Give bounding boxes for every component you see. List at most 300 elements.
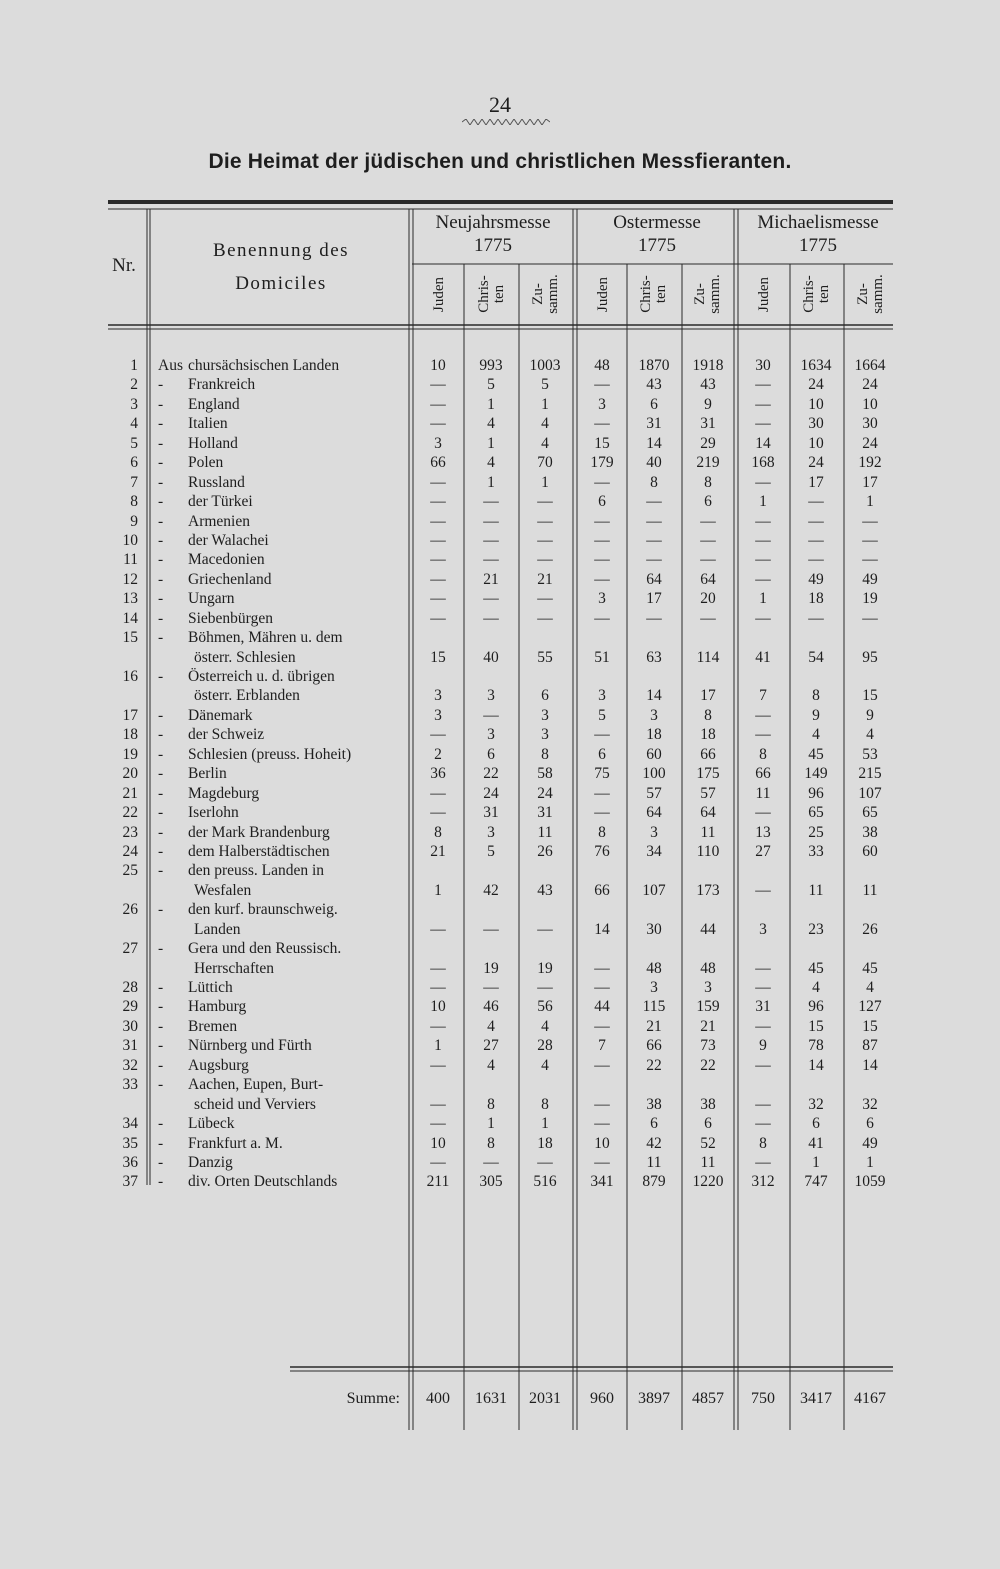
domicile-name <box>158 978 410 997</box>
table-cell: — <box>862 551 878 569</box>
table-cell: — <box>700 531 716 549</box>
domicile-text: scheid und Verviers <box>194 1095 316 1113</box>
table-cell: 31 <box>483 804 499 822</box>
table-cell: 14 <box>808 1056 824 1074</box>
table-cell: 18 <box>808 590 824 608</box>
row-number: 9 <box>130 512 138 530</box>
table-cell: — <box>483 551 499 569</box>
table-cell: 2 <box>434 745 442 763</box>
row-number: 7 <box>130 473 138 491</box>
table-cell: 26 <box>537 842 553 860</box>
summe-value: 1631 <box>475 1390 507 1407</box>
table-cell: 3 <box>759 920 767 938</box>
domicile-prefix: - <box>158 901 164 919</box>
table-cell: 34 <box>646 842 662 860</box>
domicile-name-line <box>158 745 410 764</box>
table-row <box>0 725 1000 744</box>
fair-year: 1775 <box>638 235 676 256</box>
table-cell: 17 <box>646 590 662 608</box>
table-cell: 45 <box>808 745 824 763</box>
domicile-name <box>158 803 410 822</box>
row-number: 29 <box>122 998 138 1016</box>
table-cell: 51 <box>594 648 610 666</box>
row-number: 23 <box>122 823 138 841</box>
domicile-name-line <box>158 725 410 744</box>
table-cell: — <box>755 531 771 549</box>
domicile-prefix: - <box>158 745 164 763</box>
table-cell: 11 <box>755 784 771 802</box>
domicile-name <box>158 531 410 550</box>
table-cell: 26 <box>862 920 878 938</box>
table-cell: — <box>430 415 446 433</box>
domicile-name-line <box>158 920 410 939</box>
table-cell: 21 <box>483 570 499 588</box>
table-cell: — <box>430 551 446 569</box>
domicile-text: Siebenbürgen <box>188 609 273 627</box>
domicile-prefix: - <box>158 415 164 433</box>
table-cell: 1870 <box>638 357 670 374</box>
domicile-name <box>158 512 410 531</box>
table-cell: — <box>430 512 446 530</box>
table-cell: — <box>430 1056 446 1074</box>
domicile-name <box>158 842 410 861</box>
domicile-text: Landen <box>194 920 241 938</box>
domicile-text: Schlesien (preuss. Hoheit) <box>188 745 352 763</box>
table-cell: — <box>430 1153 446 1171</box>
table-cell: — <box>430 1115 446 1133</box>
table-cell: 48 <box>700 959 716 977</box>
table-cell: 9 <box>704 395 712 413</box>
table-cell: 747 <box>804 1173 828 1191</box>
table-cell: 19 <box>537 959 553 977</box>
table-cell: — <box>755 979 771 996</box>
table-cell: — <box>483 979 499 996</box>
domicile-name <box>158 764 410 783</box>
row-number: 4 <box>130 415 138 433</box>
table-cell: 4 <box>812 726 820 744</box>
table-cell: 9 <box>866 706 874 724</box>
table-cell: 64 <box>700 804 716 822</box>
table-cell: 127 <box>858 998 882 1016</box>
domicile-prefix: - <box>158 512 164 530</box>
domicile-text: Berlin <box>188 765 227 783</box>
domicile-name <box>158 1114 410 1133</box>
table-cell: 3 <box>541 706 549 724</box>
table-cell: 64 <box>646 570 662 588</box>
domicile-text: Lübeck <box>188 1115 235 1133</box>
row-number: 35 <box>122 1134 138 1152</box>
domicile-name <box>158 589 410 608</box>
domicile-name-line <box>158 570 410 589</box>
table-cell: 46 <box>483 998 499 1016</box>
row-number: 10 <box>122 531 138 549</box>
table-cell: 6 <box>866 1115 874 1133</box>
table-cell: — <box>594 473 610 491</box>
domicile-name-line <box>158 803 410 822</box>
table-cell: 4 <box>541 434 549 452</box>
table-cell: 3 <box>434 434 442 452</box>
domicile-text: Iserlohn <box>188 804 239 822</box>
row-number: 27 <box>122 940 138 958</box>
domicile-prefix: - <box>158 1173 164 1191</box>
table-cell: — <box>537 551 553 569</box>
domicile-text: England <box>188 395 240 413</box>
domicile-text: Ungarn <box>188 590 235 608</box>
table-cell: — <box>700 512 716 530</box>
table-cell: 993 <box>479 357 503 374</box>
domicile-name <box>158 861 410 900</box>
subheader-juden <box>577 266 629 322</box>
table-cell: — <box>483 590 499 608</box>
domicile-text: Griechenland <box>188 570 272 588</box>
table-cell: 22 <box>646 1056 662 1074</box>
table-cell: — <box>594 1095 610 1113</box>
table-cell: 312 <box>751 1173 775 1191</box>
table-cell: 9 <box>812 706 820 724</box>
table-cell: 66 <box>755 765 771 783</box>
row-number: 22 <box>122 804 138 822</box>
domicile-prefix: - <box>158 1056 164 1074</box>
table-cell: 1 <box>759 493 767 511</box>
domicile-text: chursächsischen Landen <box>188 357 340 374</box>
table-cell: — <box>755 706 771 724</box>
domicile-prefix: - <box>158 726 164 744</box>
table-cell: 13 <box>755 823 771 841</box>
table-cell: 6 <box>487 745 495 763</box>
subheader-christen <box>466 266 518 322</box>
table-cell: 15 <box>430 648 446 666</box>
table-cell: 3 <box>487 687 495 705</box>
table-cell: — <box>646 531 662 549</box>
table-cell: 41 <box>808 1134 824 1152</box>
table-row <box>0 978 1000 997</box>
domicile-text: Böhmen, Mähren u. dem <box>188 629 343 647</box>
domicile-prefix: - <box>158 531 164 549</box>
table-cell: 3 <box>434 687 442 705</box>
table-cell: 38 <box>646 1095 662 1113</box>
table-cell: 8 <box>487 1095 495 1113</box>
table-cell: — <box>483 920 499 938</box>
summe-value: 3417 <box>800 1390 832 1407</box>
fair-name: Ostermesse <box>613 212 701 233</box>
row-number: 36 <box>122 1153 138 1171</box>
domicile-name <box>158 725 410 744</box>
row-number: 19 <box>122 745 138 763</box>
domicile-name <box>158 1075 410 1114</box>
table-cell: 6 <box>650 1115 658 1133</box>
table-cell: 70 <box>537 454 553 472</box>
domicile-name-line <box>158 823 410 842</box>
table-cell: 10 <box>808 434 824 452</box>
table-cell: — <box>537 512 553 530</box>
domicile-prefix: - <box>158 823 164 841</box>
domicile-text: Magdeburg <box>188 784 260 802</box>
table-cell: 17 <box>808 473 824 491</box>
subheader-label: Zu- samm. <box>530 274 561 314</box>
table-row <box>0 570 1000 589</box>
table-cell: — <box>594 804 610 822</box>
domicile-name <box>158 628 410 667</box>
domicile-name <box>158 570 410 589</box>
domicile-name-line <box>158 997 410 1016</box>
header-nr: Nr. <box>112 255 136 276</box>
table-cell: 64 <box>700 570 716 588</box>
domicile-text: dem Halberstädtischen <box>188 842 330 860</box>
table-cell: 8 <box>434 823 442 841</box>
table-cell: 7 <box>598 1037 606 1055</box>
table-cell: 1 <box>541 1115 549 1133</box>
domicile-name-line <box>158 492 410 511</box>
subheader-label: Chris- ten <box>476 275 507 313</box>
domicile-prefix: - <box>158 1134 164 1152</box>
header-neujahrsmesse <box>413 211 573 257</box>
table-cell: — <box>594 609 610 627</box>
table-cell: 41 <box>755 648 771 666</box>
table-cell: 24 <box>537 784 553 802</box>
table-cell: 56 <box>537 998 553 1016</box>
subheader-juden <box>413 266 465 322</box>
table-row <box>0 628 1000 667</box>
domicile-name <box>158 1172 410 1191</box>
table-cell: 22 <box>483 765 499 783</box>
domicile-prefix: - <box>158 473 164 491</box>
table-cell: — <box>755 609 771 627</box>
table-cell: 516 <box>533 1173 557 1191</box>
domicile-prefix: - <box>158 940 164 958</box>
table-cell: 1059 <box>854 1173 886 1191</box>
summe-value: 4167 <box>854 1390 886 1407</box>
table-cell: — <box>755 551 771 569</box>
domicile-name <box>158 1153 410 1172</box>
domicile-prefix: - <box>158 609 164 627</box>
table-cell: 21 <box>700 1017 716 1035</box>
table-row <box>0 745 1000 764</box>
table-row <box>0 1134 1000 1153</box>
table-cell: 107 <box>642 881 666 899</box>
table-row <box>0 1172 1000 1191</box>
table-row <box>0 589 1000 608</box>
row-number: 12 <box>122 570 138 588</box>
table-cell: — <box>755 1017 771 1035</box>
subheader-label: Juden <box>594 276 611 312</box>
row-number: 14 <box>122 609 138 627</box>
table-cell: 11 <box>700 1153 716 1171</box>
row-number: 32 <box>122 1056 138 1074</box>
table-cell: 54 <box>808 648 824 666</box>
table-cell: 40 <box>646 454 662 472</box>
table-row <box>0 1075 1000 1114</box>
table-cell: 87 <box>862 1037 878 1055</box>
subheader-zusamm <box>520 266 572 322</box>
domicile-name <box>158 997 410 1016</box>
table-cell: 8 <box>650 473 658 491</box>
table-cell: 4 <box>487 1017 495 1035</box>
table-cell: 8 <box>812 687 820 705</box>
table-cell: 10 <box>594 1134 610 1152</box>
table-cell: 3 <box>487 726 495 744</box>
table-cell: 27 <box>483 1037 499 1055</box>
table-row <box>0 803 1000 822</box>
table-cell: 110 <box>696 842 720 860</box>
domicile-prefix: - <box>158 1115 164 1133</box>
subheader-juden <box>738 266 790 322</box>
domicile-name-line <box>158 512 410 531</box>
table-cell: — <box>594 1017 610 1035</box>
page-title: Die Heimat der jüdischen und christlichen Messfieranten. <box>208 150 792 173</box>
table-cell: 23 <box>808 920 824 938</box>
table-cell: — <box>594 531 610 549</box>
domicile-name-line <box>158 1017 410 1036</box>
subheader-label: Juden <box>755 276 772 312</box>
table-cell: 1 <box>866 493 874 511</box>
table-cell: 14 <box>594 920 610 938</box>
fair-year: 1775 <box>799 235 837 256</box>
table-cell: — <box>755 512 771 530</box>
domicile-text: der Schweiz <box>188 726 265 744</box>
domicile-text: Frankreich <box>188 376 256 394</box>
table-cell: 8 <box>704 706 712 724</box>
domicile-text: Armenien <box>188 512 250 530</box>
table-cell: — <box>755 804 771 822</box>
subheader-label: Juden <box>430 276 447 312</box>
table-cell: — <box>483 609 499 627</box>
table-cell: 3 <box>704 979 712 996</box>
table-row <box>0 784 1000 803</box>
domicile-name-line <box>158 434 410 453</box>
fair-year: 1775 <box>474 235 512 256</box>
domicile-name <box>158 356 410 375</box>
domicile-prefix: - <box>158 551 164 569</box>
table-cell: 3 <box>650 706 658 724</box>
table-cell: — <box>646 551 662 569</box>
table-cell: — <box>594 726 610 744</box>
domicile-name-line <box>158 784 410 803</box>
table-cell: 6 <box>598 745 606 763</box>
table-cell: 11 <box>646 1153 662 1171</box>
table-cell: 11 <box>862 881 878 899</box>
domicile-text: Bremen <box>188 1017 238 1035</box>
row-number: 2 <box>130 376 138 394</box>
table-cell: — <box>594 570 610 588</box>
table-cell: 28 <box>537 1037 553 1055</box>
table-cell: 43 <box>646 376 662 394</box>
domicile-text: Polen <box>188 454 224 472</box>
table-cell: 10 <box>430 357 446 374</box>
domicile-prefix: - <box>158 454 164 472</box>
subheader-zusamm <box>845 266 897 322</box>
table-cell: — <box>594 959 610 977</box>
table-row <box>0 453 1000 472</box>
table-cell: — <box>594 1115 610 1133</box>
table-cell: 43 <box>537 881 553 899</box>
table-row <box>0 842 1000 861</box>
table-cell: — <box>537 1153 553 1171</box>
table-cell: 14 <box>646 434 662 452</box>
table-cell: — <box>700 551 716 569</box>
table-cell: 21 <box>646 1017 662 1035</box>
domicile-prefix: - <box>158 998 164 1016</box>
table-cell: 8 <box>759 1134 767 1152</box>
domicile-prefix: - <box>158 765 164 783</box>
table-cell: — <box>430 920 446 938</box>
header-benennung-line1: Benennung des <box>212 240 350 261</box>
domicile-name-line <box>158 667 410 686</box>
table-cell: 168 <box>751 454 775 472</box>
domicile-text: der Türkei <box>188 493 253 511</box>
domicile-name <box>158 492 410 511</box>
table-row <box>0 823 1000 842</box>
table-cell: 15 <box>808 1017 824 1035</box>
table-cell: 3 <box>598 687 606 705</box>
table-cell: — <box>862 531 878 549</box>
table-cell: 33 <box>808 842 824 860</box>
table-cell: 60 <box>862 842 878 860</box>
table-cell: 38 <box>700 1095 716 1113</box>
table-cell: 31 <box>646 415 662 433</box>
table-cell: 1 <box>487 1115 495 1133</box>
table-cell: 4 <box>487 415 495 433</box>
table-row <box>0 861 1000 900</box>
table-cell: 3 <box>541 726 549 744</box>
domicile-prefix: - <box>158 1153 164 1171</box>
domicile-prefix: - <box>158 1017 164 1035</box>
domicile-prefix: - <box>158 629 164 647</box>
table-cell: 1 <box>866 1153 874 1171</box>
table-cell: 4 <box>812 979 820 996</box>
table-cell: 57 <box>646 784 662 802</box>
table-cell: 65 <box>862 804 878 822</box>
table-cell: — <box>755 726 771 744</box>
table-cell: — <box>537 493 553 511</box>
domicile-name <box>158 609 410 628</box>
table-row <box>0 414 1000 433</box>
table-cell: 57 <box>700 784 716 802</box>
table-row <box>0 1153 1000 1172</box>
domicile-name-line <box>158 395 410 414</box>
domicile-name <box>158 1134 410 1153</box>
table-cell: 4 <box>541 1017 549 1035</box>
table-row <box>0 609 1000 628</box>
table-cell: 3 <box>650 823 658 841</box>
table-cell: — <box>594 376 610 394</box>
domicile-name-line <box>158 1036 410 1055</box>
table-cell: 24 <box>862 434 878 452</box>
table-cell: 3 <box>598 395 606 413</box>
domicile-text: den kurf. braunschweig. <box>188 901 338 919</box>
table-cell: 3 <box>650 979 658 996</box>
domicile-name-line <box>158 900 410 919</box>
domicile-name <box>158 745 410 764</box>
domicile-name-line <box>158 959 410 978</box>
table-cell: 45 <box>862 959 878 977</box>
table-cell: — <box>430 1095 446 1113</box>
table-cell: 66 <box>594 881 610 899</box>
table-cell: 44 <box>594 998 610 1016</box>
subheader-label: Chris- ten <box>801 275 832 313</box>
domicile-text: Herrschaften <box>194 959 275 977</box>
domicile-name-line <box>158 764 410 783</box>
domicile-name-line <box>158 648 410 667</box>
table-cell: 76 <box>594 842 610 860</box>
table-cell: 179 <box>590 454 614 472</box>
domicile-name-line <box>158 628 410 647</box>
domicile-prefix: - <box>158 706 164 724</box>
fair-name: Neujahrsmesse <box>435 212 551 233</box>
domicile-name-line <box>158 473 410 492</box>
table-cell: 9 <box>759 1037 767 1055</box>
domicile-text: Russland <box>188 473 245 491</box>
table-row <box>0 997 1000 1016</box>
